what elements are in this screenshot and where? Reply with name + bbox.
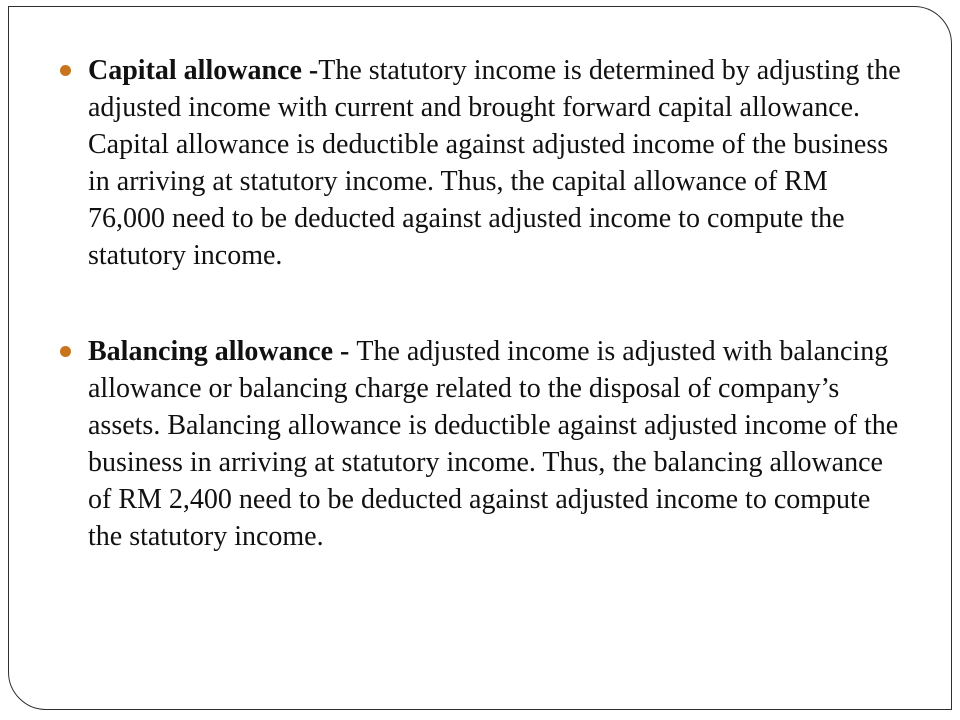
bullet-body-text: The adjusted income is adjusted with balancing allowance or balancing charge related to the disposal of company’s assets. Balancing allowance is deductible against adjusted income of the business in arriving at statutory income. Thus, the balancing allowance of RM 2,400 need to be deducted against adjusted income to compute the statutory income. [88,336,899,552]
bullet-capital-allowance [88,52,908,274]
bullet-dot-icon [60,65,71,76]
bullet-dot-icon [60,346,71,357]
bullet-balancing-allowance [88,333,908,555]
bullet-body-text: The statutory income is determined by adjusting the adjusted income with current and brought forward capital allowance. Capital allowance is deductible against adjusted income of the business in arriving at statutory income. Thus, the capital allowance of RM 76,000 need to be deducted against adjusted income to compute the statutory income. [88,55,901,271]
bullet-term: Capital allowance - [88,55,319,86]
bullet-term: Balancing allowance - [88,336,357,367]
